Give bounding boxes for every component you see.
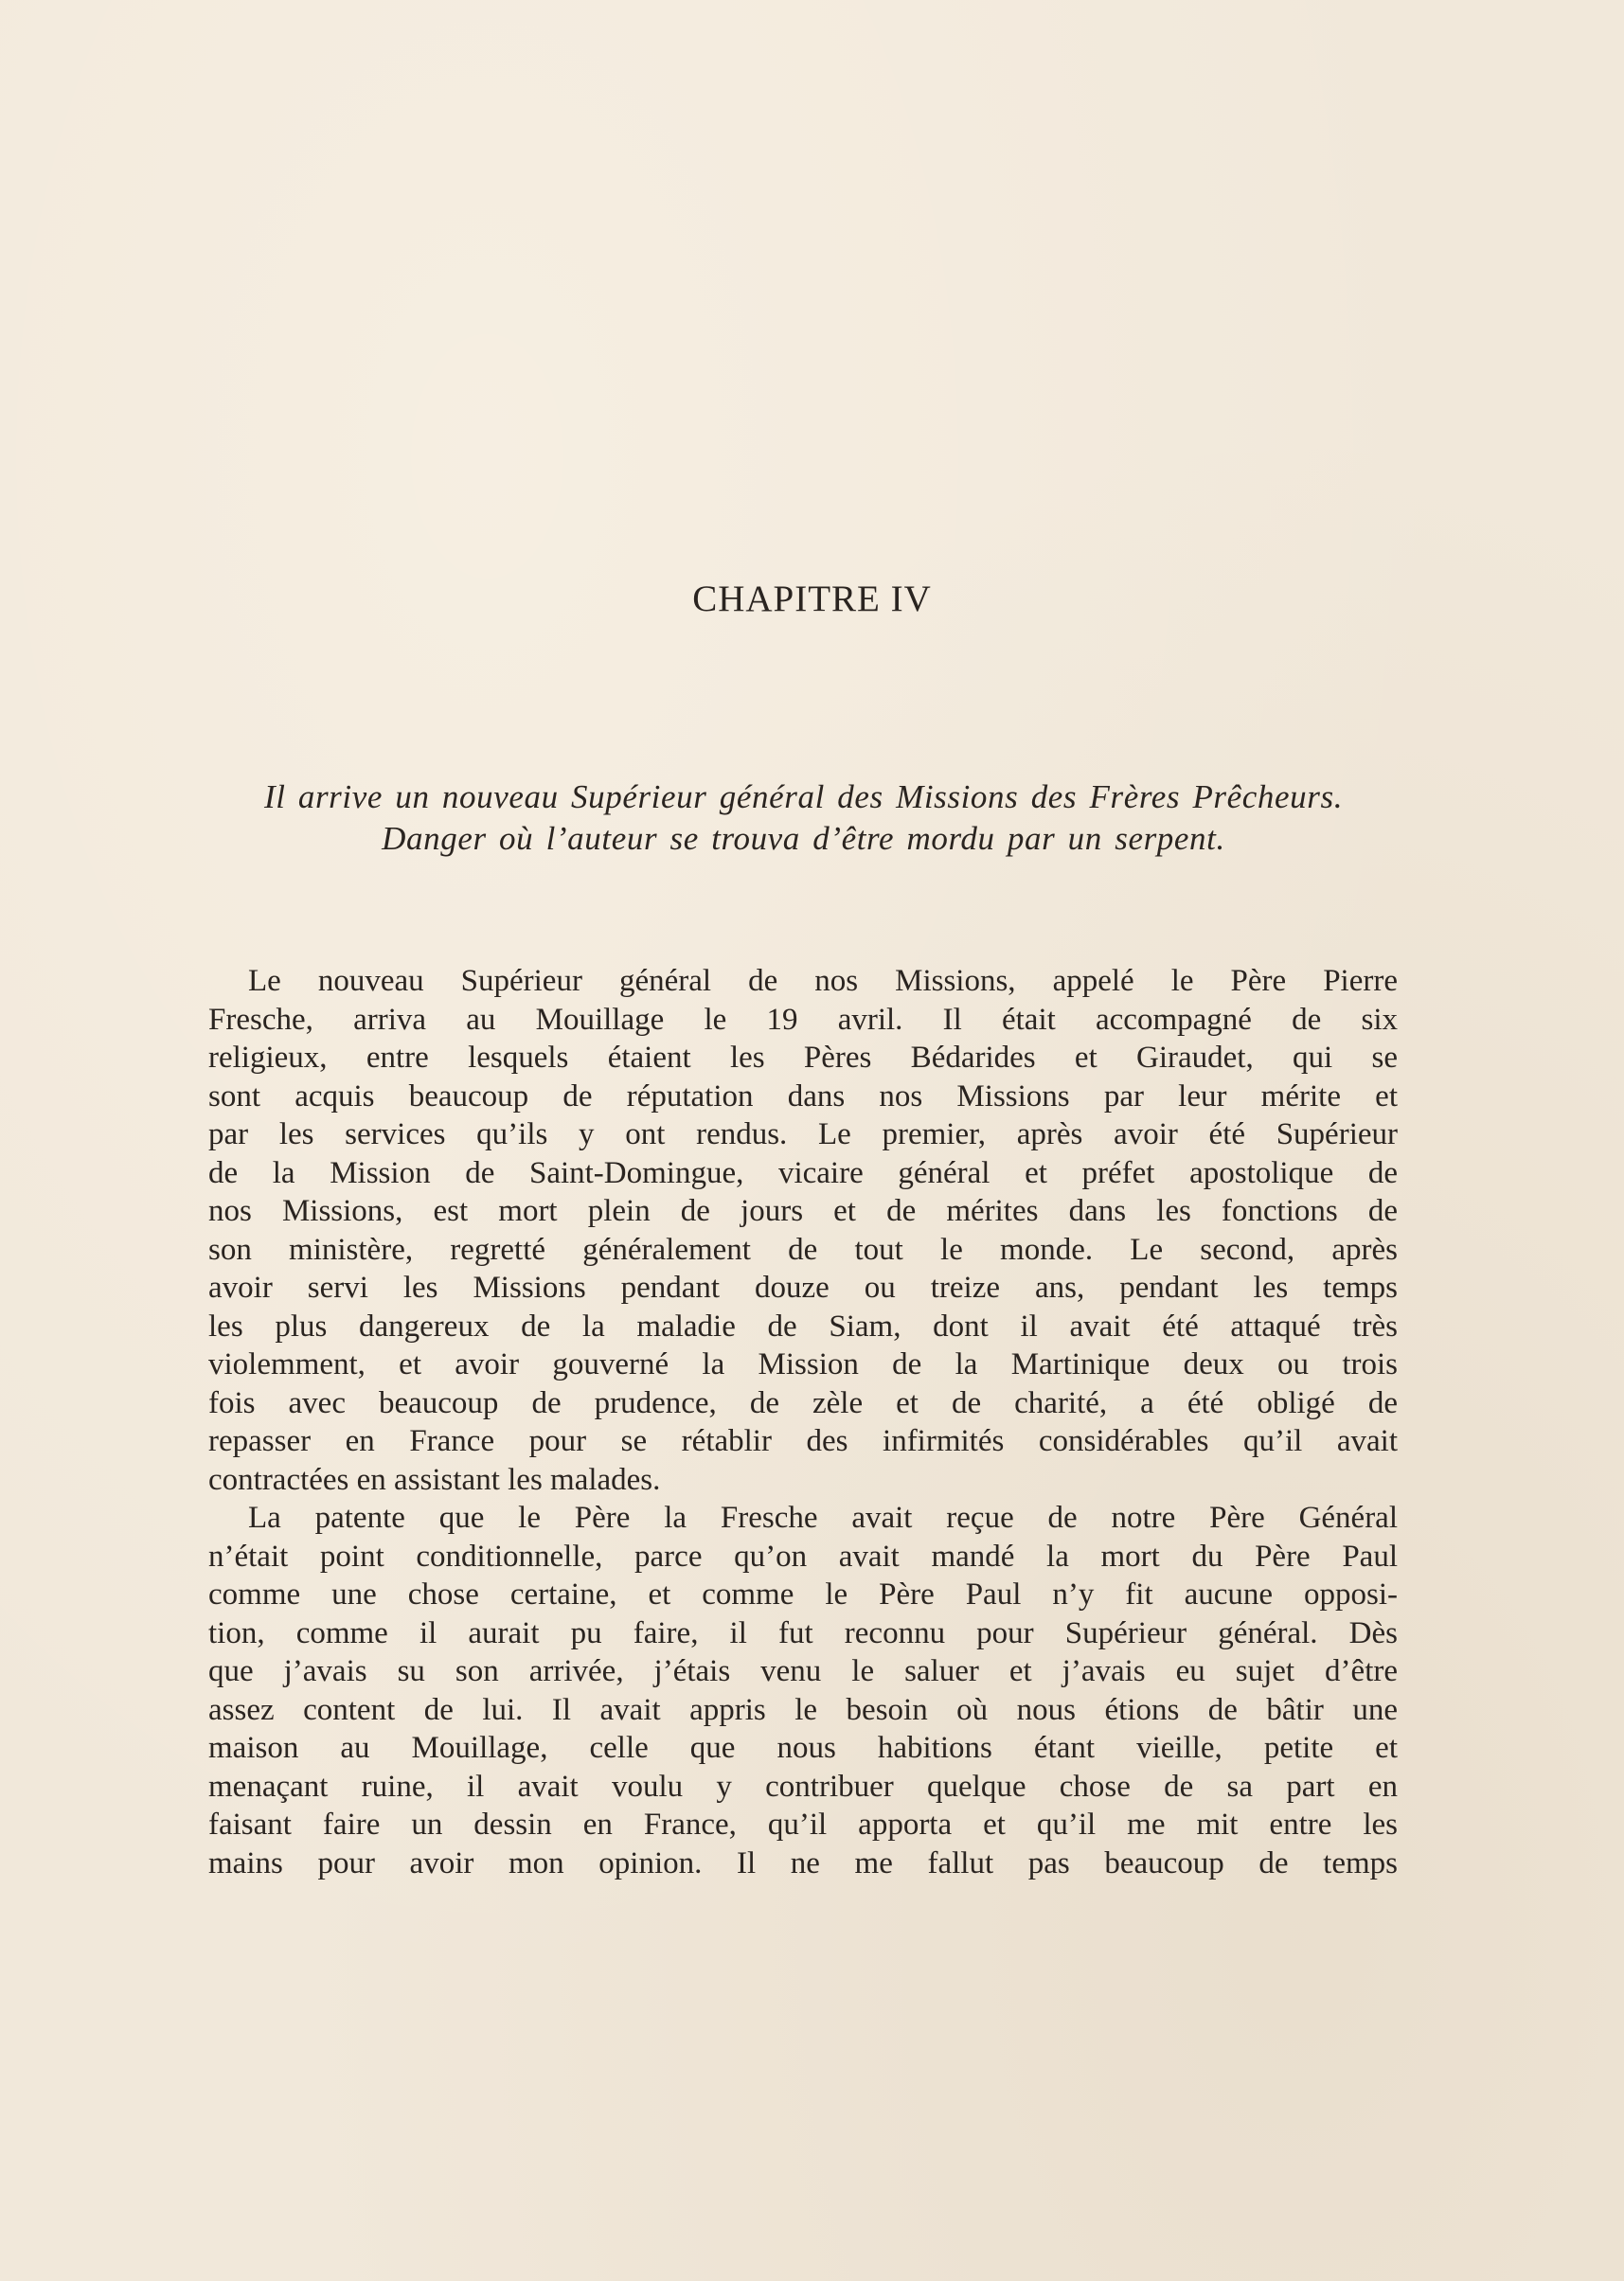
chapter-body	[208, 962, 1398, 1882]
text-line: fois avec beaucoup de prudence, de zèle et de charité, a été obligé de	[208, 1385, 1398, 1420]
paragraph-2	[208, 1499, 1398, 1882]
text-line: mains pour avoir mon opinion. Il ne me fallut pas beaucoup de temps	[208, 1845, 1398, 1880]
text-line: contractées en assistant les malades.	[208, 1462, 661, 1497]
text-line: violemment, et avoir gouverné la Mission de la Martinique deux ou trois	[208, 1347, 1398, 1381]
text-line: de la Mission de Saint-Domingue, vicaire général et préfet apostolique de	[208, 1155, 1398, 1190]
text-line: Le nouveau Supérieur général de nos Missions, appelé le Père Pierre	[248, 964, 1398, 998]
summary-line: Danger où l’auteur se trouva d’être mordu par un serpent.	[382, 820, 1225, 857]
text-line: comme une chose certaine, et comme le Père Paul n’y fit aucune opposi-	[208, 1577, 1398, 1612]
paragraph-1	[208, 962, 1398, 1499]
text-line: Fresche, arriva au Mouillage le 19 avril. Il était accompagné de six	[208, 1002, 1398, 1037]
text-line: les plus dangereux de la maladie de Siam, dont il avait été attaqué très	[208, 1309, 1398, 1344]
text-line: avoir servi les Missions pendant douze ou treize ans, pendant les temps	[208, 1271, 1398, 1305]
summary-line: Il arrive un nouveau Supérieur général des Missions des Frères Prêcheurs.	[263, 778, 1344, 815]
text-line: nos Missions, est mort plein de jours et de mérites dans les fonctions de	[208, 1194, 1398, 1228]
text-line: repasser en France pour se rétablir des infirmités considérables qu’il avait	[208, 1424, 1398, 1458]
text-line: assez content de lui. Il avait appris le besoin où nous étions de bâtir une	[208, 1692, 1398, 1727]
text-line: sont acquis beaucoup de réputation dans nos Missions par leur mérite et	[208, 1078, 1398, 1114]
text-line: faisant faire un dessin en France, qu’il apporta et qu’il me mit entre les	[208, 1808, 1398, 1842]
text-line: tion, comme il aurait pu faire, il fut reconnu pour Supérieur général. Dès	[208, 1615, 1398, 1650]
chapter-summary	[210, 776, 1397, 860]
text-line: par les services qu’ils y ont rendus. Le premier, après avoir été Supérieur	[208, 1117, 1398, 1151]
text-line: religieux, entre lesquels étaient les Pères Bédarides et Giraudet, qui se	[208, 1041, 1398, 1075]
text-line: menaçant ruine, il avait voulu y contribuer quelque chose de sa part en	[208, 1769, 1398, 1804]
text-line: n’était point conditionnelle, parce qu’on avait mandé la mort du Père Paul	[208, 1539, 1398, 1574]
text-line: maison au Mouillage, celle que nous habitions étant vieille, petite et	[208, 1731, 1398, 1765]
text-line: son ministère, regretté généralement de tout le monde. Le second, après	[208, 1232, 1398, 1267]
chapter-title: CHAPITRE IV	[692, 579, 932, 619]
text-line: La patente que le Père la Fresche avait reçue de notre Père Général	[248, 1501, 1398, 1535]
text-line: que j’avais su son arrivée, j’étais venu le saluer et j’avais eu sujet d’être	[208, 1654, 1398, 1688]
